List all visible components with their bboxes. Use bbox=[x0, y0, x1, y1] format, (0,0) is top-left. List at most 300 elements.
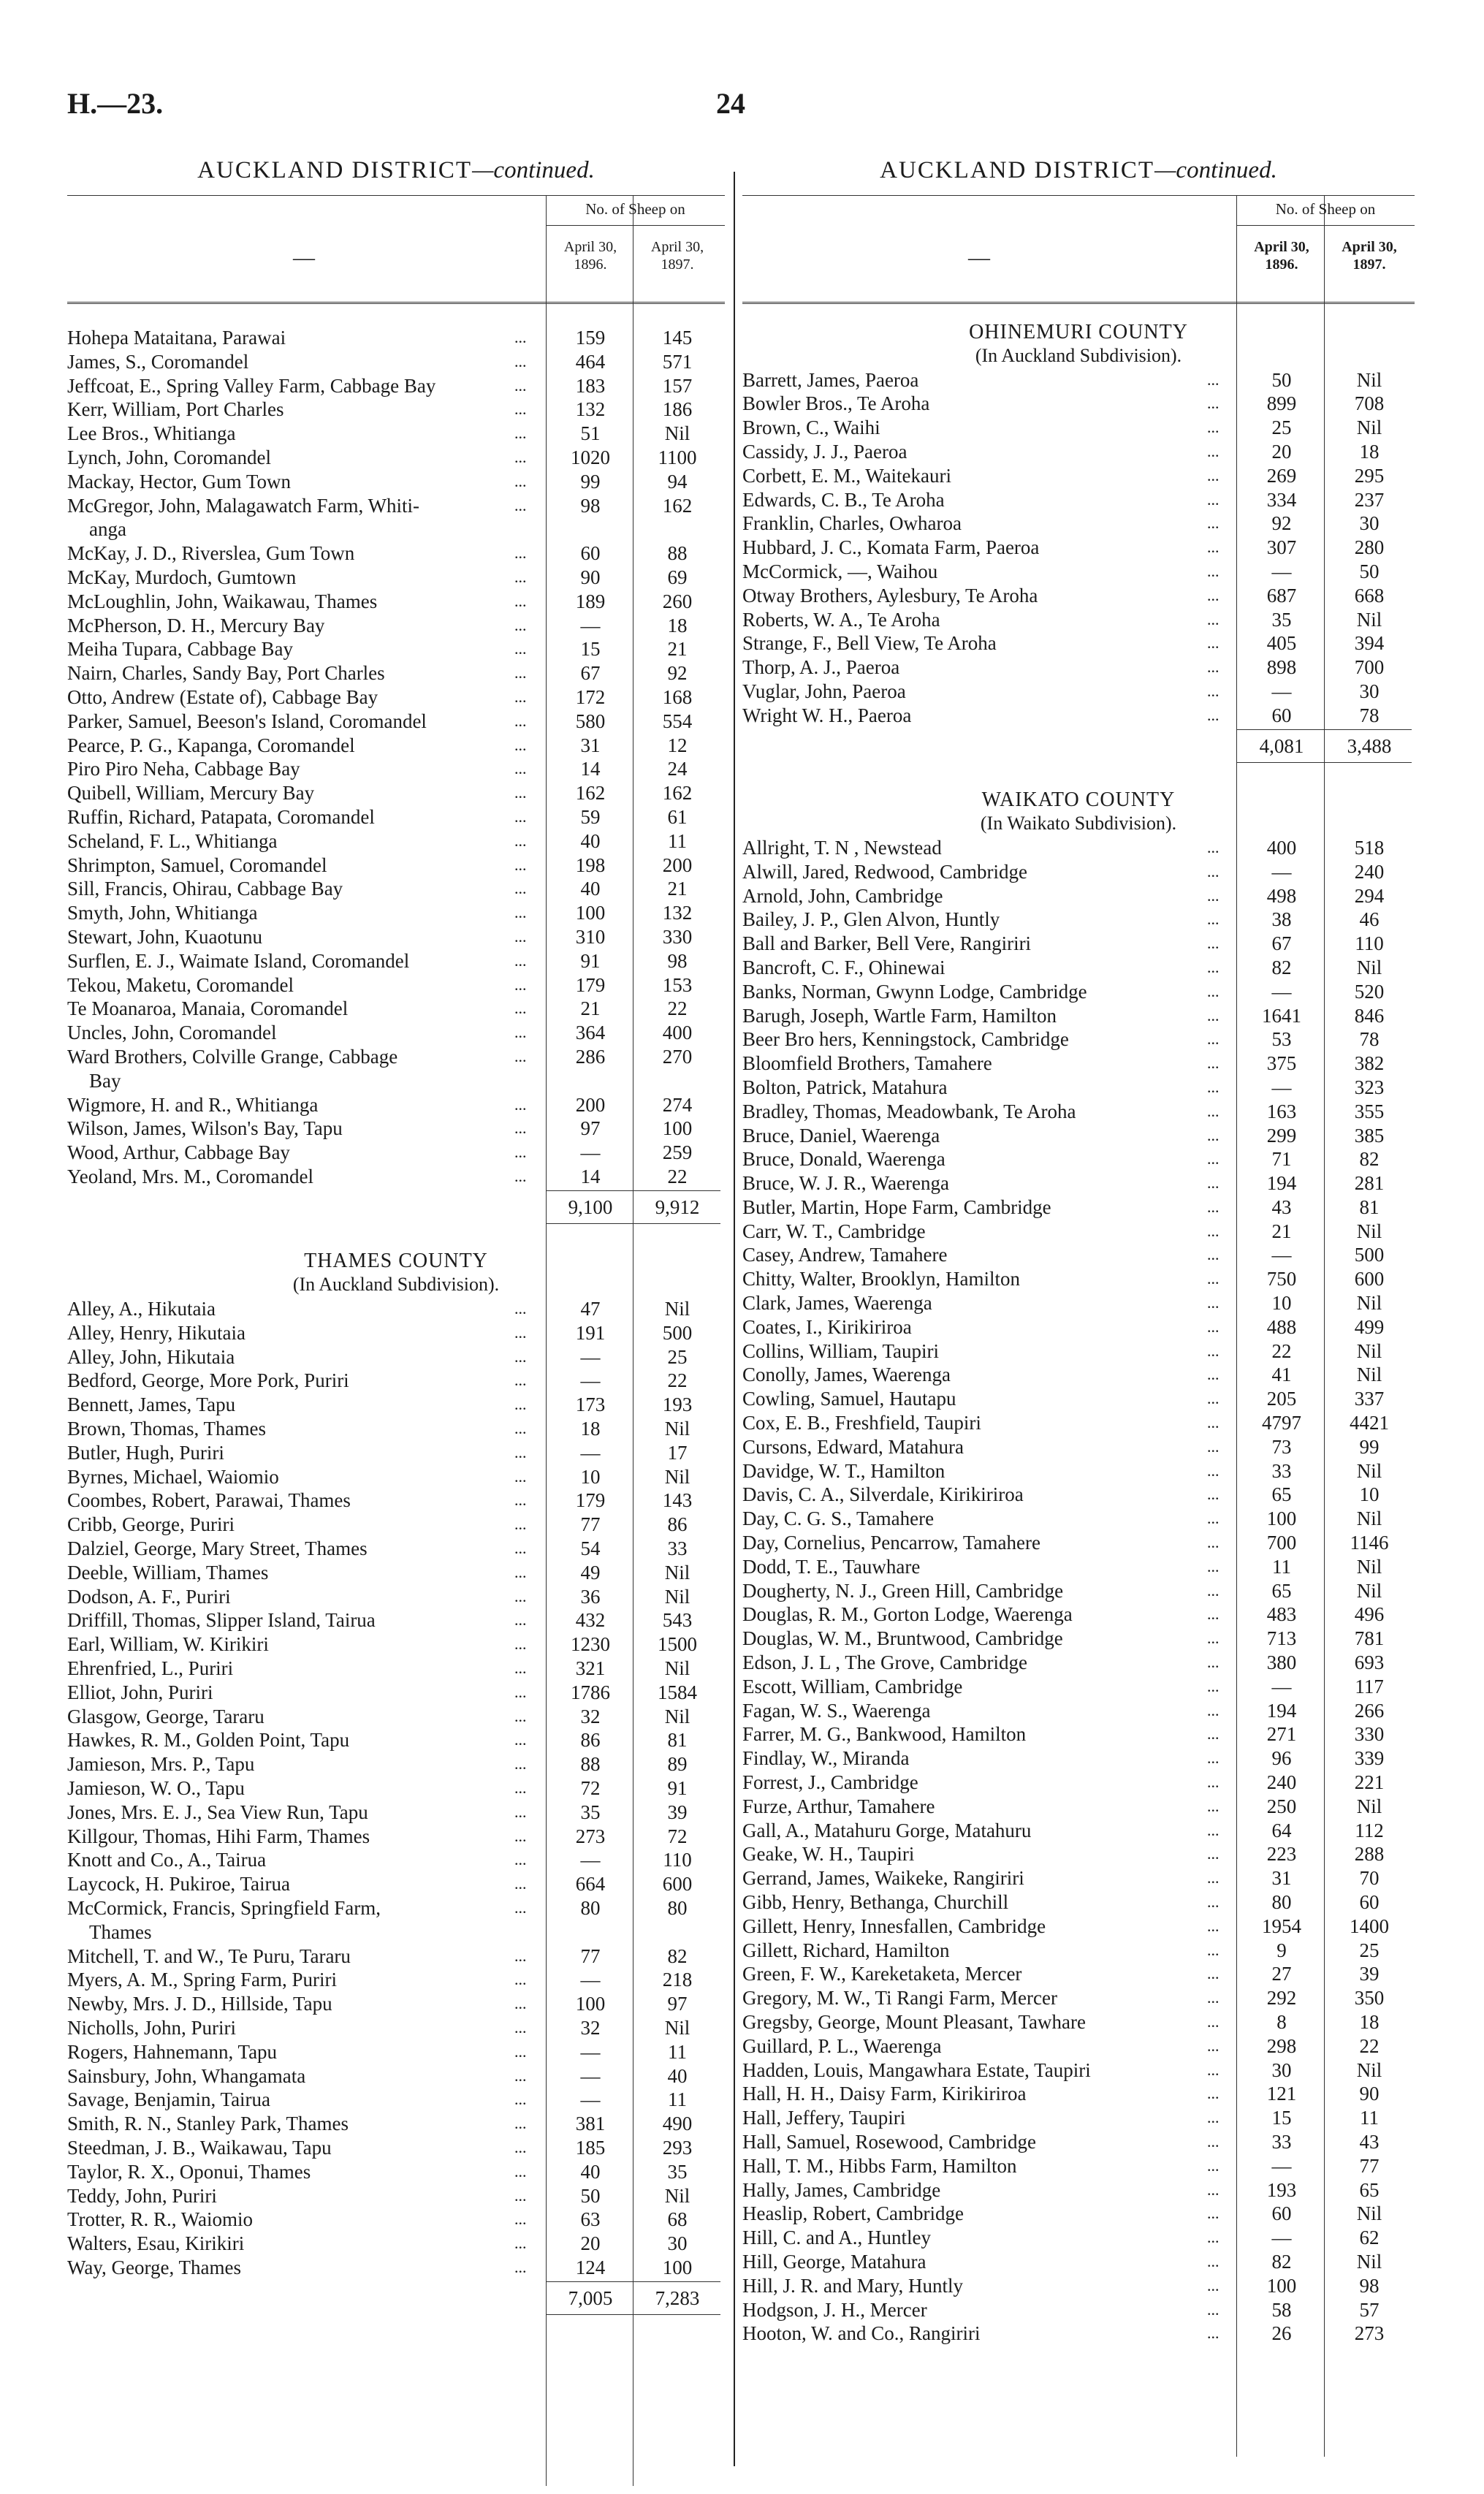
sheep-1896: 4797 bbox=[1262, 1412, 1301, 1434]
table-row bbox=[67, 1896, 725, 1920]
table-row bbox=[742, 1722, 1415, 1746]
table-row bbox=[742, 1555, 1415, 1579]
table-row bbox=[742, 392, 1415, 416]
owner-name: Brown, Thomas, Thames bbox=[67, 1418, 266, 1440]
leader-dots: ... bbox=[1207, 1341, 1219, 1360]
sheep-1897: 385 bbox=[1354, 1124, 1385, 1147]
leader-dots: ... bbox=[514, 1730, 527, 1749]
table-row bbox=[67, 1944, 725, 1969]
table-row bbox=[67, 1608, 725, 1632]
table-row bbox=[742, 956, 1415, 980]
sheep-1897: 496 bbox=[1354, 1603, 1385, 1626]
owner-name: Driffill, Thomas, Slipper Island, Tairua bbox=[67, 1609, 376, 1632]
sheep-1896: 498 bbox=[1266, 884, 1297, 907]
leader-dots: ... bbox=[1207, 1174, 1219, 1193]
table-row bbox=[67, 2160, 725, 2184]
leader-dots: ... bbox=[1207, 2300, 1219, 2319]
leader-dots: ... bbox=[514, 591, 527, 610]
owner-name: Conolly, James, Waerenga bbox=[742, 1364, 951, 1386]
owner-name: Wilson, James, Wilson's Bay, Tapu bbox=[67, 1117, 343, 1140]
table-row bbox=[67, 1848, 725, 1872]
leader-dots: ... bbox=[1207, 981, 1219, 1000]
leader-dots: ... bbox=[514, 2210, 527, 2229]
leader-dots: ... bbox=[514, 1419, 527, 1438]
owner-name: Mackay, Hector, Gum Town bbox=[67, 470, 291, 493]
sheep-1896: 18 bbox=[580, 1418, 601, 1440]
sheep-1897: 10 bbox=[1359, 1483, 1380, 1506]
table-row bbox=[67, 1369, 725, 1393]
sheep-1897: 22 bbox=[667, 1369, 688, 1392]
sheep-1896: 405 bbox=[1266, 632, 1297, 655]
sheep-1897: 337 bbox=[1354, 1388, 1385, 1410]
owner-name: Sill, Francis, Ohirau, Cabbage Bay bbox=[67, 878, 343, 900]
leader-dots: ... bbox=[514, 1166, 527, 1185]
table-row bbox=[742, 836, 1415, 860]
sheep-1897: 30 bbox=[1359, 680, 1380, 702]
leader-dots: ... bbox=[1207, 1389, 1219, 1408]
leader-dots: ... bbox=[514, 1779, 527, 1798]
sheep-1897: 22 bbox=[667, 1165, 688, 1187]
owner-name: Hooton, W. and Co., Rangiriri bbox=[742, 2322, 981, 2345]
owner-name: Bruce, W. J. R., Waerenga bbox=[742, 1172, 950, 1195]
owner-name: Alley, A., Hikutaia bbox=[67, 1298, 216, 1320]
sheep-1896: 14 bbox=[580, 1165, 601, 1187]
owner-name: Otway Brothers, Aylesbury, Te Aroha bbox=[742, 584, 1038, 607]
leader-dots: ... bbox=[1207, 1940, 1219, 1959]
sheep-1897: 846 bbox=[1354, 1004, 1385, 1027]
table-row bbox=[742, 2202, 1415, 2226]
sheep-1896: — bbox=[1271, 1244, 1292, 1266]
table-row bbox=[742, 1507, 1415, 1531]
sheep-1896: 364 bbox=[575, 1022, 606, 1044]
leader-dots: ... bbox=[1207, 1749, 1219, 1768]
owner-name: Hally, James, Cambridge bbox=[742, 2178, 941, 2201]
table-row bbox=[742, 1603, 1415, 1627]
owner-name: Ruffin, Richard, Patapata, Coromandel bbox=[67, 805, 375, 828]
owner-name: James, S., Coromandel bbox=[67, 350, 249, 373]
leader-dots: ... bbox=[1207, 1077, 1219, 1096]
table-row bbox=[742, 1124, 1415, 1148]
leader-dots: ... bbox=[1207, 2108, 1219, 2127]
owner-name: Bay bbox=[89, 1069, 121, 1092]
table-row bbox=[67, 2256, 725, 2280]
table-row bbox=[742, 1267, 1415, 1291]
owner-name: Hohepa Mataitana, Parawai bbox=[67, 327, 286, 349]
owner-name: Dodson, A. F., Puriri bbox=[67, 1585, 231, 1608]
leader-dots: ... bbox=[1207, 1245, 1219, 1264]
leader-dots: ... bbox=[514, 2186, 527, 2205]
sheep-1897: 61 bbox=[667, 805, 688, 828]
table-row bbox=[742, 1291, 1415, 1315]
leader-dots: ... bbox=[514, 1046, 527, 1065]
sheep-1897: 260 bbox=[662, 590, 693, 612]
leader-dots: ... bbox=[1207, 862, 1219, 881]
table-row bbox=[742, 2322, 1415, 2346]
owner-name: Bennett, James, Tapu bbox=[67, 1394, 236, 1416]
sheep-1896: 71 bbox=[1271, 1148, 1292, 1171]
sheep-1896: 50 bbox=[1271, 368, 1292, 391]
table-row bbox=[67, 517, 725, 541]
sheep-1896: 8 bbox=[1276, 2010, 1287, 2033]
total-1896: 9,100 bbox=[568, 1195, 613, 1218]
owner-name: Kerr, William, Port Charles bbox=[67, 398, 284, 421]
table-row bbox=[742, 2130, 1415, 2154]
table-row bbox=[742, 2178, 1415, 2202]
leader-dots: ... bbox=[1207, 1101, 1219, 1120]
column-rule bbox=[546, 301, 547, 2486]
sheep-1896: 73 bbox=[1271, 1435, 1292, 1458]
sheep-1896: — bbox=[580, 1141, 601, 1164]
table-row bbox=[67, 1632, 725, 1657]
table-row bbox=[742, 1100, 1415, 1124]
sheep-1897: 50 bbox=[1359, 560, 1380, 582]
sheep-1896: 9 bbox=[1276, 1939, 1287, 1961]
leader-dots: ... bbox=[514, 1850, 527, 1869]
table-row bbox=[742, 1387, 1415, 1411]
sheep-1896: 88 bbox=[580, 1753, 601, 1776]
sheep-1896: 60 bbox=[1271, 704, 1292, 726]
sheep-1897: 273 bbox=[1354, 2322, 1385, 2345]
sheep-1896: 11 bbox=[1272, 1555, 1291, 1578]
sheep-1897: Nil bbox=[1356, 1364, 1382, 1386]
table-row bbox=[742, 884, 1415, 908]
table-row bbox=[742, 536, 1415, 560]
table-row bbox=[742, 440, 1415, 464]
sheep-1897: Nil bbox=[1356, 417, 1382, 439]
owner-name: Killgour, Thomas, Hihi Farm, Thames bbox=[67, 1825, 370, 1847]
owner-name: Hill, C. and A., Huntley bbox=[742, 2227, 931, 2249]
sheep-1897: Nil bbox=[1356, 1292, 1382, 1315]
sheep-1896: 77 bbox=[580, 1944, 601, 1967]
sheep-1896: 240 bbox=[1266, 1771, 1297, 1794]
owner-name: Cursons, Edward, Matahura bbox=[742, 1435, 964, 1458]
owner-name: Douglas, R. M., Gorton Lodge, Waerenga bbox=[742, 1603, 1073, 1626]
section-spacer bbox=[742, 764, 1415, 788]
table-row bbox=[742, 2010, 1415, 2034]
owner-name: Thames bbox=[89, 1920, 152, 1943]
sheep-1896: 1954 bbox=[1262, 1915, 1301, 1937]
table-row bbox=[67, 901, 725, 925]
table-row bbox=[67, 2112, 725, 2136]
leader-dots: ... bbox=[1207, 1005, 1219, 1024]
leader-dots: ... bbox=[1207, 1725, 1219, 1744]
col1-line1: April 30, bbox=[563, 239, 617, 255]
leader-dots: ... bbox=[1207, 1893, 1219, 1911]
owner-name: Gibb, Henry, Bethanga, Churchill bbox=[742, 1891, 1009, 1913]
owner-name: Casey, Andrew, Tamahere bbox=[742, 1244, 948, 1266]
section-subtitle: (In Waikato Subdivision). bbox=[980, 813, 1177, 834]
table-row bbox=[67, 1920, 725, 1944]
sheep-1896: 20 bbox=[1271, 440, 1292, 463]
sheep-1897: 259 bbox=[662, 1141, 693, 1164]
leader-dots: ... bbox=[514, 1347, 527, 1366]
owner-name: Hall, Jeffery, Taupiri bbox=[742, 2107, 906, 2129]
sheep-1896: 183 bbox=[575, 374, 606, 397]
owner-name: Bruce, Daniel, Waerenga bbox=[742, 1124, 940, 1147]
owner-name: Ball and Barker, Bell Vere, Rangiriri bbox=[742, 932, 1032, 955]
owner-name: Collins, William, Taupiri bbox=[742, 1339, 940, 1362]
sheep-1897: Nil bbox=[664, 1657, 690, 1680]
owner-name: Jamieson, Mrs. P., Tapu bbox=[67, 1753, 255, 1776]
leader-dots: ... bbox=[1207, 490, 1219, 509]
sheep-1897: 70 bbox=[1359, 1867, 1380, 1890]
owner-name: Clark, James, Waerenga bbox=[742, 1292, 932, 1315]
table-row bbox=[742, 584, 1415, 608]
sheep-1896: 10 bbox=[580, 1465, 601, 1488]
table-row bbox=[67, 446, 725, 470]
table-row bbox=[67, 1345, 725, 1369]
sheep-1896: 80 bbox=[580, 1897, 601, 1919]
sheep-1896: 15 bbox=[1271, 2107, 1292, 2129]
owner-name: Deeble, William, Thames bbox=[67, 1561, 269, 1584]
owner-name: Hall, T. M., Hibbs Farm, Hamilton bbox=[742, 2154, 1017, 2177]
table-row bbox=[67, 614, 725, 638]
table-row bbox=[742, 464, 1415, 488]
sheep-1897: 153 bbox=[662, 973, 693, 996]
table-row bbox=[742, 980, 1415, 1004]
table-row bbox=[742, 1220, 1415, 1244]
leader-dots: ... bbox=[514, 927, 527, 946]
sheep-1896: 580 bbox=[575, 710, 606, 732]
sheep-1896: — bbox=[580, 2040, 601, 2063]
leader-dots: ... bbox=[1207, 2251, 1219, 2270]
leader-dots: ... bbox=[514, 1371, 527, 1390]
owner-name: Yeoland, Mrs. M., Coromandel bbox=[67, 1165, 313, 1187]
sheep-1896: 15 bbox=[580, 638, 601, 661]
owner-name: Hill, J. R. and Mary, Huntly bbox=[742, 2274, 963, 2297]
sheep-1897: Nil bbox=[664, 2016, 690, 2039]
leader-dots: ... bbox=[514, 975, 527, 994]
section-total bbox=[67, 1189, 725, 1225]
leader-dots: ... bbox=[514, 1119, 527, 1138]
sheep-1896: 121 bbox=[1266, 2083, 1297, 2105]
sheep-1897: 62 bbox=[1359, 2227, 1380, 2249]
table-row bbox=[67, 1728, 725, 1752]
table-row bbox=[742, 1411, 1415, 1435]
table-row bbox=[742, 1986, 1415, 2010]
table-header-right bbox=[742, 195, 1415, 304]
leader-dots: ... bbox=[1207, 2204, 1219, 2223]
sheep-1897: 100 bbox=[662, 2256, 693, 2278]
leader-dots: ... bbox=[1207, 1317, 1219, 1336]
owner-name: Roberts, W. A., Te Aroha bbox=[742, 608, 940, 631]
sheep-1896: 298 bbox=[1266, 2034, 1297, 2057]
owner-name: Rogers, Hahnemann, Tapu bbox=[67, 2040, 278, 2063]
sheep-1896: — bbox=[1271, 680, 1292, 702]
owner-name: Wigmore, H. and R., Whitianga bbox=[67, 1093, 319, 1116]
sheep-1896: 292 bbox=[1266, 1987, 1297, 2010]
sheep-1897: 46 bbox=[1359, 908, 1380, 931]
sheep-1896: 488 bbox=[1266, 1315, 1297, 1338]
leader-dots: ... bbox=[1207, 2084, 1219, 2103]
sheep-1897: Nil bbox=[1356, 1459, 1382, 1482]
district-name: AUCKLAND DISTRICT bbox=[880, 157, 1155, 183]
table-row bbox=[67, 422, 725, 446]
leader-dots: ... bbox=[514, 544, 527, 563]
sheep-1896: 26 bbox=[1271, 2322, 1292, 2345]
table-row bbox=[67, 1585, 725, 1609]
leader-dots: ... bbox=[1207, 2324, 1219, 2343]
owner-name: Quibell, William, Mercury Bay bbox=[67, 782, 315, 805]
leader-dots: ... bbox=[514, 1874, 527, 1893]
sheep-1896: 67 bbox=[1271, 932, 1292, 955]
table-row bbox=[742, 631, 1415, 655]
leader-dots: ... bbox=[514, 2042, 527, 2061]
table-row bbox=[67, 1657, 725, 1681]
sheep-1897: Nil bbox=[1356, 1508, 1382, 1530]
table-row bbox=[67, 1021, 725, 1045]
owner-name: Gregory, M. W., Ti Rangi Farm, Mercer bbox=[742, 1987, 1057, 2010]
sheep-1897: 22 bbox=[667, 997, 688, 1020]
leader-dots: ... bbox=[514, 2066, 527, 2085]
sheep-1896: 21 bbox=[1271, 1220, 1292, 1242]
sheep-1896: 41 bbox=[1271, 1364, 1292, 1386]
owner-name: Te Moanaroa, Manaia, Coromandel bbox=[67, 997, 349, 1020]
owner-name: Fagan, W. S., Waerenga bbox=[742, 1699, 931, 1722]
sheep-1897: Nil bbox=[664, 2184, 690, 2207]
sheep-1897: 43 bbox=[1359, 2130, 1380, 2153]
sheep-1897: 700 bbox=[1354, 656, 1385, 679]
sheep-1897: 4421 bbox=[1350, 1412, 1389, 1434]
sheep-1896: 321 bbox=[575, 1657, 606, 1680]
owner-name: Bruce, Donald, Waerenga bbox=[742, 1148, 945, 1171]
owner-name: Alwill, Jared, Redwood, Cambridge bbox=[742, 860, 1027, 883]
sheep-1896: 124 bbox=[575, 2256, 606, 2278]
owner-name: Banks, Norman, Gwynn Lodge, Cambridge bbox=[742, 980, 1087, 1003]
table-row bbox=[67, 829, 725, 853]
table-row bbox=[742, 1890, 1415, 1915]
owner-name: Bolton, Patrick, Matahura bbox=[742, 1076, 948, 1098]
sheep-1896: 185 bbox=[575, 2136, 606, 2159]
table-row bbox=[742, 908, 1415, 932]
sheep-1897: 668 bbox=[1354, 584, 1385, 607]
table-row bbox=[67, 1681, 725, 1705]
total-1896: 4,081 bbox=[1259, 734, 1304, 757]
sheep-1897: 30 bbox=[1359, 512, 1380, 535]
section-total bbox=[742, 728, 1415, 764]
header-group-label: No. of Sheep on bbox=[585, 200, 685, 218]
owner-name: Hubbard, J. C., Komata Farm, Paeroa bbox=[742, 536, 1040, 559]
leader-dots: ... bbox=[514, 1898, 527, 1917]
owner-name: Arnold, John, Cambridge bbox=[742, 884, 943, 907]
owner-name: Shrimpton, Samuel, Coromandel bbox=[67, 853, 327, 876]
table-row bbox=[742, 1842, 1415, 1866]
leader-dots: ... bbox=[1207, 441, 1219, 460]
sheep-1897: Nil bbox=[1356, 1579, 1382, 1602]
table-row bbox=[67, 1297, 725, 1321]
leader-dots: ... bbox=[514, 1946, 527, 1965]
sheep-1897: 117 bbox=[1355, 1675, 1384, 1697]
sheep-1897: 323 bbox=[1354, 1076, 1385, 1098]
leader-dots: ... bbox=[514, 567, 527, 586]
sheep-1897: 39 bbox=[667, 1801, 688, 1823]
table-row bbox=[67, 1968, 725, 1992]
sheep-1896: 100 bbox=[575, 1993, 606, 2015]
leader-dots: ... bbox=[514, 664, 527, 683]
sheep-1896: 100 bbox=[1266, 1508, 1297, 1530]
leader-dots: ... bbox=[514, 735, 527, 754]
sheep-1896: 1230 bbox=[571, 1633, 610, 1656]
owner-name: McLoughlin, John, Waikawau, Thames bbox=[67, 590, 378, 612]
owner-name: Hadden, Louis, Mangawhara Estate, Taupiri bbox=[742, 2058, 1091, 2081]
owner-name: Heaslip, Robert, Cambridge bbox=[742, 2202, 964, 2225]
leader-dots: ... bbox=[514, 2162, 527, 2181]
leader-dots: ... bbox=[1207, 2036, 1219, 2055]
table-row bbox=[67, 2064, 725, 2088]
sheep-1897: 91 bbox=[667, 1777, 688, 1800]
sheep-1897: 708 bbox=[1354, 392, 1385, 415]
sheep-1897: 65 bbox=[1359, 2178, 1380, 2201]
leader-dots: ... bbox=[1207, 1629, 1219, 1648]
owner-name: Gerrand, James, Waikeke, Rangiriri bbox=[742, 1867, 1024, 1890]
owner-name: Coates, I., Kirikiriroa bbox=[742, 1315, 912, 1338]
col1-line2: 1896. bbox=[1265, 256, 1298, 273]
owner-name: Edson, J. L , The Grove, Cambridge bbox=[742, 1651, 1027, 1674]
owner-name: Bedford, George, More Pork, Puriri bbox=[67, 1369, 349, 1392]
sheep-1897: 162 bbox=[662, 782, 693, 805]
leader-dots: ... bbox=[1207, 1509, 1219, 1528]
leader-dots: ... bbox=[1207, 585, 1219, 604]
table-row bbox=[742, 680, 1415, 704]
sheep-1896: 273 bbox=[575, 1825, 606, 1847]
district-title-right bbox=[742, 157, 1415, 194]
sheep-1896: 172 bbox=[575, 685, 606, 708]
owner-name: Bradley, Thomas, Meadowbank, Te Aroha bbox=[742, 1100, 1076, 1122]
sheep-1897: 11 bbox=[668, 829, 687, 852]
leader-dots: ... bbox=[514, 1395, 527, 1414]
leader-dots: ... bbox=[1207, 1868, 1219, 1887]
owner-name: Ehrenfried, L., Puriri bbox=[67, 1657, 234, 1680]
sheep-1896: 60 bbox=[1271, 2202, 1292, 2225]
leader-dots: ... bbox=[1207, 1605, 1219, 1624]
leader-dots: ... bbox=[514, 424, 527, 443]
district-title-left bbox=[67, 157, 725, 194]
header-group-label: No. of Sheep on bbox=[1275, 200, 1376, 218]
sheep-1897: 240 bbox=[1354, 860, 1385, 883]
sheep-1896: 200 bbox=[575, 1093, 606, 1116]
owner-name: Brown, C., Waihi bbox=[742, 417, 880, 439]
header-col1 bbox=[1241, 238, 1323, 273]
owner-name: Alley, John, Hikutaia bbox=[67, 1345, 235, 1368]
header-dash: — bbox=[293, 246, 315, 270]
sheep-1897: 237 bbox=[1354, 488, 1385, 511]
sheep-1896: — bbox=[580, 1369, 601, 1392]
leader-dots: ... bbox=[1207, 1820, 1219, 1839]
sheep-1896: 432 bbox=[575, 1609, 606, 1632]
table-row bbox=[742, 1699, 1415, 1723]
sheep-1897: 274 bbox=[662, 1093, 693, 1116]
owner-name: Jeffcoat, E., Spring Valley Farm, Cabbage Bay bbox=[67, 374, 436, 397]
sheep-1896: — bbox=[580, 2064, 601, 2087]
owner-name: Laycock, H. Pukiroe, Tairua bbox=[67, 1873, 291, 1896]
sheep-1897: 78 bbox=[1359, 1028, 1380, 1051]
leader-dots: ... bbox=[514, 903, 527, 922]
leader-dots: ... bbox=[514, 351, 527, 370]
leader-dots: ... bbox=[1207, 705, 1219, 724]
owner-name: Dodd, T. E., Tauwhare bbox=[742, 1555, 921, 1578]
leader-dots: ... bbox=[1207, 634, 1219, 653]
leader-dots: ... bbox=[514, 2257, 527, 2276]
table-row bbox=[742, 1483, 1415, 1507]
sheep-1897: 186 bbox=[662, 398, 693, 421]
sheep-1897: 82 bbox=[1359, 1148, 1380, 1171]
left-table-body bbox=[67, 304, 725, 2316]
sheep-1897: Nil bbox=[1356, 368, 1382, 391]
leader-dots: ... bbox=[1207, 1533, 1219, 1552]
sheep-1897: 145 bbox=[662, 327, 693, 349]
owner-name: Cassidy, J. J., Paeroa bbox=[742, 440, 907, 463]
sheep-1896: 664 bbox=[575, 1873, 606, 1896]
